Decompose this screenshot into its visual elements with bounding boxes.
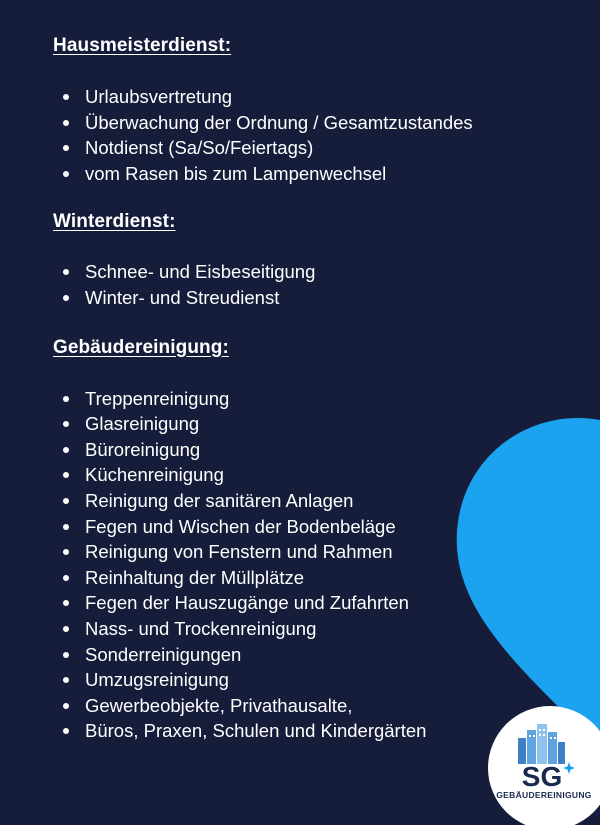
list-item: Treppenreinigung: [53, 386, 573, 412]
list-item: Umzugsreinigung: [53, 667, 573, 693]
section-gebaeudereinigung: [53, 335, 573, 744]
logo-initials: SG: [521, 761, 563, 788]
list-item: Glasreinigung: [53, 411, 573, 437]
logo-tagline: GEBÄUDEREINIGUNG: [496, 790, 592, 800]
list-item: Schnee- und Eisbeseitigung: [53, 259, 573, 285]
service-list: [53, 259, 573, 310]
list-item: Fegen der Hauszugänge und Zufahrten: [53, 590, 573, 616]
list-item: Küchenreinigung: [53, 462, 573, 488]
service-list: [53, 84, 573, 186]
building-skyline-icon: [506, 724, 578, 788]
section-title: Hausmeisterdienst:: [53, 35, 232, 56]
list-item: Urlaubsvertretung: [53, 84, 573, 110]
list-item: Nass- und Trockenreinigung: [53, 616, 573, 642]
list-item: Reinhaltung der Müllplätze: [53, 565, 573, 591]
list-item: Büroreinigung: [53, 437, 573, 463]
section-winterdienst: [53, 209, 573, 310]
section-title: Winterdienst:: [53, 211, 176, 233]
company-logo: [488, 706, 600, 825]
list-item: Gewerbeobjekte, Privathausalte,: [53, 693, 573, 719]
list-item: Sonderreinigungen: [53, 642, 573, 668]
section-title: Gebäudereinigung:: [53, 336, 229, 358]
section-hausmeisterdienst: [53, 33, 573, 186]
list-item: Notdienst (Sa/So/Feiertags): [53, 135, 573, 161]
list-item: Reinigung von Fenstern und Rahmen: [53, 539, 573, 565]
list-item: Überwachung der Ordnung / Gesamtzustandes: [53, 110, 573, 136]
list-item: Fegen und Wischen der Bodenbeläge: [53, 514, 573, 540]
list-item: Büros, Praxen, Schulen und Kindergärten: [53, 718, 573, 744]
services-content: [53, 33, 573, 744]
list-item: Reinigung der sanitären Anlagen: [53, 488, 573, 514]
list-item: Winter- und Streudienst: [53, 285, 573, 311]
list-item: vom Rasen bis zum Lampenwechsel: [53, 161, 573, 187]
service-list: [53, 386, 573, 744]
